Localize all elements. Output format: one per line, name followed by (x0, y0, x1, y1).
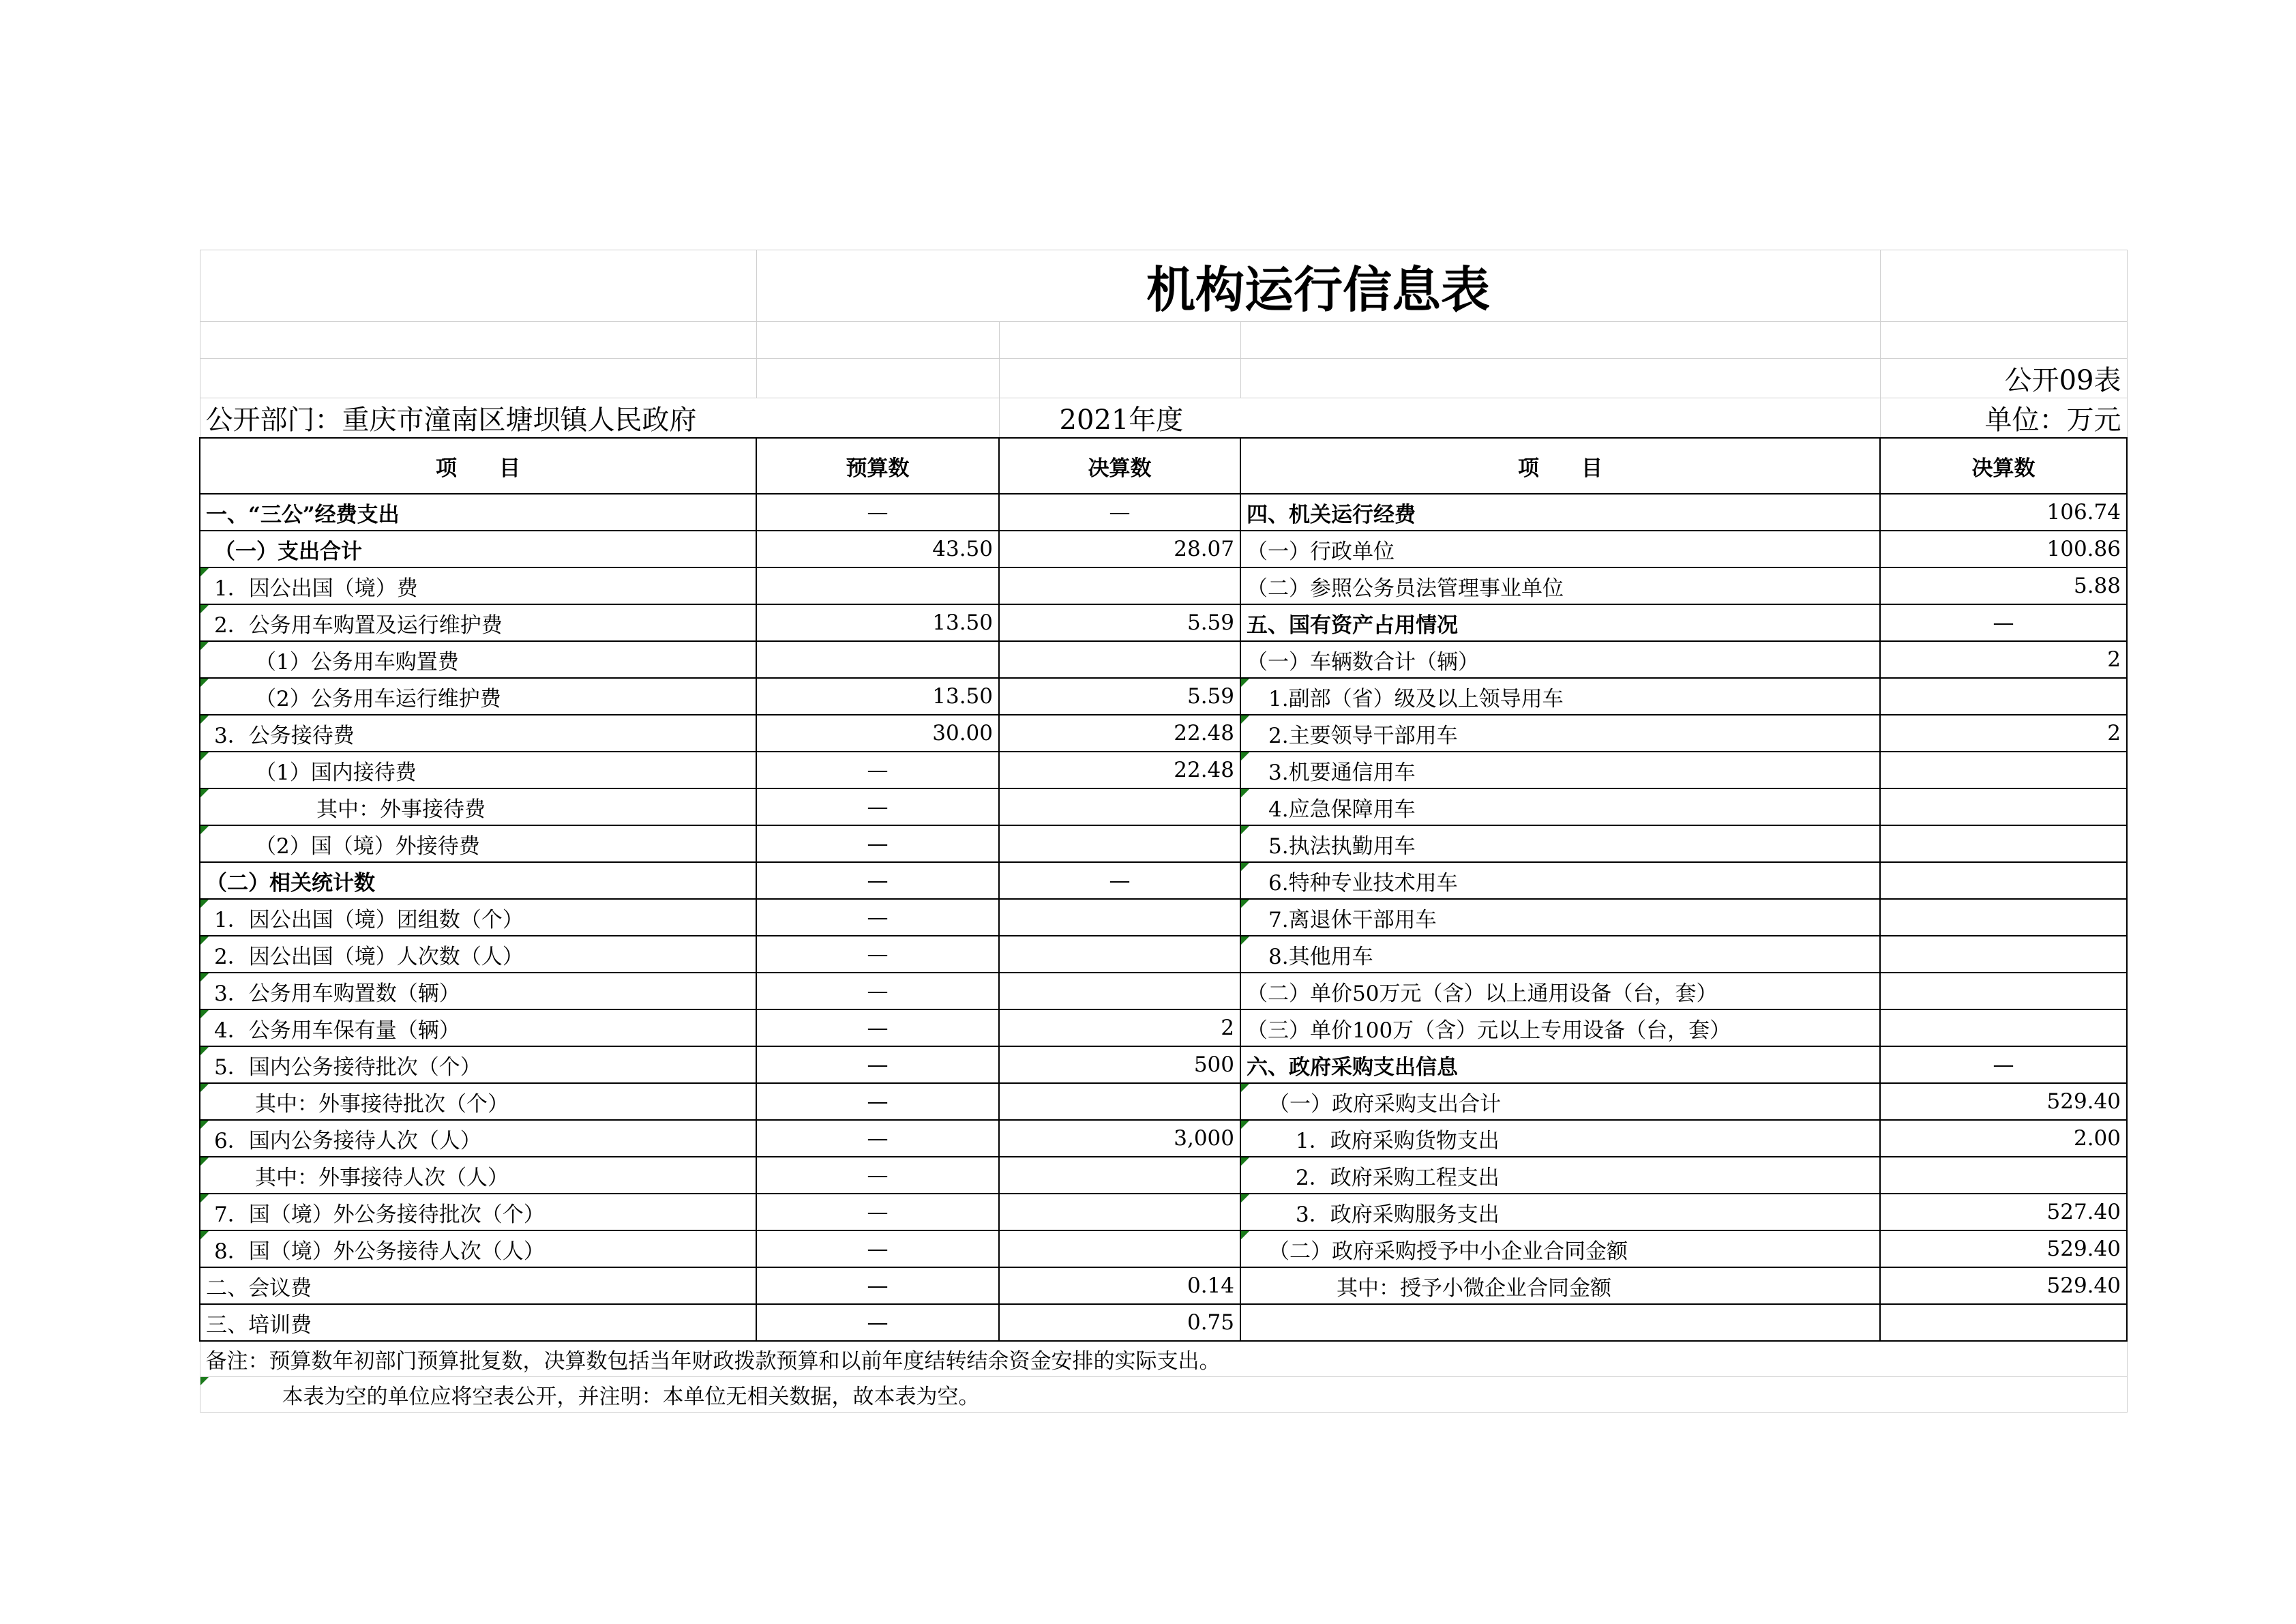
cell-marker-icon (200, 1157, 209, 1166)
footnote-text: 本表为空的单位应将空表公开，并注明：本单位无相关数据，故本表为空。 (282, 1384, 980, 1409)
right-item-cell (1240, 531, 1880, 567)
table-row (200, 973, 2127, 1009)
cell-marker-icon (1241, 1121, 1249, 1129)
right-item-cell (1240, 936, 1880, 973)
budget-cell-text: — (867, 795, 889, 819)
budget-cell-text: — (867, 758, 889, 782)
header-budget: 预算数 (756, 438, 999, 494)
final-cell (999, 936, 1240, 973)
right-final-cell (1880, 641, 2127, 678)
table-row (200, 1267, 2127, 1304)
final-cell-text: — (1109, 500, 1131, 525)
final-cell-text: 22.48 (1174, 721, 1234, 745)
table-row (200, 1157, 2127, 1194)
right-item-cell (1240, 825, 1880, 862)
table-row (200, 604, 2127, 641)
table-row (200, 825, 2127, 862)
footnote-text: 备注：预算数年初部门预算批复数，决算数包括当年财政拨款预算和以前年度结转结余资金安排的实际支出。 (205, 1348, 1221, 1374)
final-cell-text: 28.07 (1174, 537, 1234, 561)
cell-marker-icon (200, 826, 209, 834)
final-cell (999, 1230, 1240, 1267)
cell-marker-icon (200, 789, 209, 797)
left-item-cell (200, 1120, 756, 1157)
cell-marker-icon (200, 752, 209, 761)
left-item-cell-text: （1）公务用车购置费 (255, 649, 459, 675)
table-row (200, 1230, 2127, 1267)
budget-cell (756, 604, 999, 641)
left-item-cell (200, 862, 756, 899)
table-row (200, 788, 2127, 825)
left-item-cell (200, 1230, 756, 1267)
budget-cell (756, 899, 999, 936)
left-item-cell-text: （二）相关统计数 (206, 870, 375, 896)
left-item-cell-text: 三、培训费 (206, 1312, 312, 1338)
right-final-cell (1880, 788, 2127, 825)
cell-marker-icon (200, 642, 209, 650)
cell-marker-icon (200, 1194, 209, 1202)
budget-cell-text: — (867, 1089, 889, 1114)
left-item-cell (200, 641, 756, 678)
final-cell (999, 641, 1240, 678)
table-row (200, 1194, 2127, 1230)
budget-cell-text: — (867, 500, 889, 525)
right-final-cell (1880, 494, 2127, 531)
final-cell-text: 22.48 (1174, 758, 1234, 782)
right-final-cell (1880, 1083, 2127, 1120)
budget-cell-text: — (867, 905, 889, 930)
final-cell (999, 862, 1240, 899)
final-cell-text: 5.59 (1187, 684, 1234, 709)
left-item-cell (200, 1157, 756, 1194)
right-item-cell-text: 四、机关运行经费 (1247, 502, 1416, 527)
right-final-cell-text: 2 (2107, 647, 2121, 672)
right-final-cell (1880, 752, 2127, 788)
right-item-cell-text: 2.主要领导干部用车 (1268, 723, 1458, 748)
budget-cell (756, 936, 999, 973)
header-final-left: 决算数 (999, 438, 1240, 494)
left-item-cell (200, 899, 756, 936)
right-final-cell (1880, 1267, 2127, 1304)
right-item-cell (1240, 1304, 1880, 1341)
budget-cell (756, 862, 999, 899)
left-item-cell-text: 8．国（境）外公务接待人次（人） (214, 1239, 545, 1264)
budget-cell (756, 1120, 999, 1157)
table-row (200, 1083, 2127, 1120)
final-cell (999, 1083, 1240, 1120)
table-row (200, 715, 2127, 752)
right-final-cell (1880, 678, 2127, 715)
cell-marker-icon (200, 900, 209, 908)
cell-marker-icon (200, 1121, 209, 1129)
right-item-cell (1240, 1120, 1880, 1157)
final-cell (999, 1194, 1240, 1230)
left-item-cell-text: 2．因公出国（境）人次数（人） (214, 944, 524, 969)
cell-marker-icon (1241, 900, 1249, 908)
table-number: 公开09表 (1880, 359, 2127, 398)
right-item-cell (1240, 567, 1880, 604)
budget-cell (756, 825, 999, 862)
right-item-cell-text: （二）单价50万元（含）以上通用设备（台，套） (1247, 981, 1718, 1006)
left-item-cell (200, 1046, 756, 1083)
left-item-cell-text: （一）支出合计 (214, 539, 362, 564)
final-cell (999, 604, 1240, 641)
table-row (200, 1304, 2127, 1341)
budget-cell (756, 715, 999, 752)
left-item-cell (200, 715, 756, 752)
left-item-cell-text: 6．国内公务接待人次（人） (214, 1128, 481, 1153)
final-cell (999, 1009, 1240, 1046)
final-cell (999, 678, 1240, 715)
right-final-cell-text: — (1993, 610, 2014, 635)
final-cell (999, 1304, 1240, 1341)
table-row (200, 494, 2127, 531)
table-row (200, 678, 2127, 715)
final-cell-text: 500 (1193, 1052, 1234, 1077)
right-final-cell (1880, 1009, 2127, 1046)
cell-marker-icon (1241, 1084, 1249, 1092)
right-item-cell-text: 8.其他用车 (1268, 944, 1373, 969)
final-cell (999, 1120, 1240, 1157)
left-item-cell (200, 604, 756, 641)
final-cell-text: 5.59 (1187, 610, 1234, 635)
right-final-cell (1880, 1157, 2127, 1194)
right-final-cell (1880, 1304, 2127, 1341)
right-item-cell (1240, 494, 1880, 531)
left-item-cell-text: 其中：外事接待费 (316, 797, 486, 822)
right-item-cell-text: 7.离退休干部用车 (1268, 907, 1437, 932)
right-item-cell-text: （一）车辆数合计（辆） (1247, 649, 1479, 675)
right-final-cell-text: 527.40 (2046, 1200, 2121, 1224)
left-item-cell-text: 二、会议费 (206, 1275, 312, 1301)
right-item-cell-text: 1.副部（省）级及以上领导用车 (1268, 686, 1564, 711)
left-item-cell (200, 1194, 756, 1230)
right-final-cell (1880, 862, 2127, 899)
budget-cell (756, 1267, 999, 1304)
cell-marker-icon (1241, 863, 1249, 871)
table-row (200, 899, 2127, 936)
right-item-cell-text: 3．政府采购服务支出 (1296, 1202, 1500, 1227)
left-item-cell (200, 936, 756, 973)
right-item-cell (1240, 1194, 1880, 1230)
left-item-cell (200, 531, 756, 567)
budget-cell-text: — (867, 1163, 889, 1187)
table-row (200, 567, 2127, 604)
final-cell (999, 567, 1240, 604)
final-cell (999, 752, 1240, 788)
right-final-cell-text: 529.40 (2046, 1089, 2121, 1114)
cell-marker-icon (200, 1047, 209, 1055)
budget-cell (756, 752, 999, 788)
right-item-cell (1240, 678, 1880, 715)
budget-cell-text: 43.50 (932, 537, 993, 561)
right-item-cell (1240, 973, 1880, 1009)
budget-cell (756, 1157, 999, 1194)
right-final-cell (1880, 825, 2127, 862)
budget-cell (756, 567, 999, 604)
right-item-cell (1240, 1083, 1880, 1120)
cell-marker-icon (1241, 936, 1249, 945)
left-item-cell-text: （2）国（境）外接待费 (255, 833, 480, 859)
left-item-cell (200, 1304, 756, 1341)
cell-marker-icon (1241, 789, 1249, 797)
budget-cell (756, 678, 999, 715)
unit-label: 单位：万元 (1880, 398, 2127, 439)
cell-marker-icon (200, 1377, 209, 1385)
right-item-cell-text: （一）政府采购支出合计 (1268, 1091, 1501, 1117)
right-final-cell-text: 2.00 (2073, 1126, 2121, 1151)
left-item-cell (200, 1009, 756, 1046)
right-item-cell-text: 2．政府采购工程支出 (1296, 1165, 1500, 1190)
left-item-cell (200, 567, 756, 604)
right-final-cell (1880, 1194, 2127, 1230)
cell-marker-icon (200, 568, 209, 576)
budget-cell-text: 13.50 (932, 684, 993, 709)
table-row (200, 531, 2127, 567)
right-item-cell (1240, 1046, 1880, 1083)
table-row (200, 1009, 2127, 1046)
left-item-cell-text: 其中：外事接待人次（人） (255, 1165, 509, 1190)
budget-cell-text: — (867, 1273, 889, 1298)
left-item-cell (200, 825, 756, 862)
final-cell-text: 2 (1221, 1016, 1234, 1040)
cell-marker-icon (200, 1010, 209, 1018)
right-final-cell (1880, 1120, 2127, 1157)
left-item-cell (200, 1267, 756, 1304)
right-final-cell-text: — (1993, 1052, 2014, 1077)
left-item-cell-text: 3．公务接待费 (214, 723, 355, 748)
right-final-cell-text: 2 (2107, 721, 2121, 745)
right-final-cell (1880, 531, 2127, 567)
final-cell (999, 788, 1240, 825)
cell-marker-icon (200, 1084, 209, 1092)
right-item-cell (1240, 641, 1880, 678)
table-row (200, 1046, 2127, 1083)
left-item-cell-text: 3．公务用车购置数（辆） (214, 981, 460, 1006)
cell-marker-icon (1241, 1157, 1249, 1166)
cell-marker-icon (200, 605, 209, 613)
right-final-cell (1880, 604, 2127, 641)
right-item-cell-text: （三）单价100万（含）元以上专用设备（台，套） (1247, 1018, 1731, 1043)
footnote-2 (200, 1376, 2127, 1412)
right-final-cell-text: 5.88 (2073, 574, 2121, 598)
final-cell (999, 531, 1240, 567)
right-item-cell-text: （二）参照公务员法管理事业单位 (1247, 576, 1564, 601)
right-final-cell (1880, 567, 2127, 604)
right-item-cell (1240, 1157, 1880, 1194)
header-item-right: 项 目 (1240, 438, 1880, 494)
budget-cell (756, 1046, 999, 1083)
department-label: 公开部门：重庆市潼南区塘坝镇人民政府 (200, 398, 999, 439)
budget-cell (756, 531, 999, 567)
cell-marker-icon (1241, 1231, 1249, 1239)
final-cell-text: 3,000 (1174, 1126, 1234, 1151)
cell-marker-icon (200, 715, 209, 724)
final-cell (999, 973, 1240, 1009)
left-item-cell (200, 788, 756, 825)
right-final-cell-text: 529.40 (2046, 1237, 2121, 1261)
right-item-cell-text: 3.机要通信用车 (1268, 760, 1416, 785)
right-item-cell-text: 5.执法执勤用车 (1268, 833, 1416, 859)
cell-marker-icon (1241, 715, 1249, 724)
cell-marker-icon (200, 1231, 209, 1239)
header-final-right: 决算数 (1880, 438, 2127, 494)
budget-cell-text: — (867, 1200, 889, 1224)
page-title: 机构运行信息表 (756, 250, 1880, 322)
table-row (200, 1120, 2127, 1157)
left-item-cell-text: 4．公务用车保有量（辆） (214, 1018, 460, 1043)
budget-cell-text: — (867, 1310, 889, 1335)
budget-cell (756, 1009, 999, 1046)
budget-cell (756, 973, 999, 1009)
table-row (200, 641, 2127, 678)
footnote-1 (200, 1341, 2127, 1376)
budget-cell (756, 494, 999, 531)
budget-cell (756, 1194, 999, 1230)
left-item-cell-text: 1．因公出国（境）费 (214, 576, 418, 601)
left-item-cell (200, 494, 756, 531)
budget-cell-text: 13.50 (932, 610, 993, 635)
right-item-cell-text: （二）政府采购授予中小企业合同金额 (1268, 1239, 1628, 1264)
budget-cell-text: — (867, 1016, 889, 1040)
budget-cell-text: — (867, 1126, 889, 1151)
cell-marker-icon (200, 973, 209, 981)
left-item-cell-text: 一、“三公”经费支出 (206, 502, 400, 527)
left-item-cell-text: （1）国内接待费 (255, 760, 417, 785)
right-item-cell (1240, 1267, 1880, 1304)
budget-cell (756, 1230, 999, 1267)
budget-cell-text: — (867, 1052, 889, 1077)
right-item-cell-text: 五、国有资产占用情况 (1247, 612, 1458, 638)
info-table (199, 250, 2128, 1413)
report-sheet (199, 250, 2126, 1413)
final-cell (999, 1046, 1240, 1083)
left-item-cell (200, 1083, 756, 1120)
final-cell (999, 1267, 1240, 1304)
cell-marker-icon (1241, 826, 1249, 834)
right-item-cell-text: 六、政府采购支出信息 (1247, 1054, 1458, 1080)
table-row (200, 936, 2127, 973)
right-item-cell (1240, 899, 1880, 936)
left-item-cell-text: 其中：外事接待批次（个） (255, 1091, 509, 1117)
cell-marker-icon (200, 936, 209, 945)
final-cell-text: 0.14 (1187, 1273, 1234, 1298)
right-final-cell (1880, 1230, 2127, 1267)
right-final-cell-text: 106.74 (2046, 500, 2121, 525)
budget-cell (756, 1304, 999, 1341)
final-cell (999, 715, 1240, 752)
right-item-cell-text: 其中：授予小微企业合同金额 (1337, 1275, 1611, 1301)
right-final-cell-text: 100.86 (2046, 537, 2121, 561)
left-item-cell-text: 7．国（境）外公务接待批次（个） (214, 1202, 545, 1227)
budget-cell (756, 788, 999, 825)
left-item-cell (200, 752, 756, 788)
left-item-cell (200, 973, 756, 1009)
budget-cell-text: — (867, 942, 889, 966)
table-row (200, 752, 2127, 788)
budget-cell-text: — (867, 1237, 889, 1261)
left-item-cell (200, 678, 756, 715)
header-item-left: 项 目 (200, 438, 756, 494)
left-item-cell-text: 5．国内公务接待批次（个） (214, 1054, 481, 1080)
right-item-cell (1240, 862, 1880, 899)
right-item-cell (1240, 752, 1880, 788)
right-item-cell (1240, 715, 1880, 752)
left-item-cell-text: （2）公务用车运行维护费 (255, 686, 501, 711)
budget-cell-text: — (867, 831, 889, 856)
right-item-cell (1240, 1009, 1880, 1046)
budget-cell-text: — (867, 979, 889, 1003)
budget-cell (756, 1083, 999, 1120)
right-item-cell (1240, 788, 1880, 825)
fiscal-year: 2021年度 (999, 398, 1880, 439)
final-cell-text: — (1109, 868, 1131, 893)
right-item-cell-text: 4.应急保障用车 (1268, 797, 1416, 822)
table-row (200, 862, 2127, 899)
final-cell (999, 899, 1240, 936)
right-final-cell (1880, 1046, 2127, 1083)
final-cell (999, 1157, 1240, 1194)
final-cell (999, 825, 1240, 862)
budget-cell-text: 30.00 (932, 721, 993, 745)
right-item-cell-text: （一）行政单位 (1247, 539, 1395, 564)
final-cell-text: 0.75 (1187, 1310, 1234, 1335)
right-final-cell (1880, 715, 2127, 752)
cell-marker-icon (200, 679, 209, 687)
right-final-cell-text: 529.40 (2046, 1273, 2121, 1298)
cell-marker-icon (1241, 679, 1249, 687)
budget-cell (756, 641, 999, 678)
left-item-cell-text: 1．因公出国（境）团组数（个） (214, 907, 524, 932)
final-cell (999, 494, 1240, 531)
right-final-cell (1880, 899, 2127, 936)
right-item-cell (1240, 1230, 1880, 1267)
right-final-cell (1880, 936, 2127, 973)
cell-marker-icon (1241, 752, 1249, 761)
right-item-cell-text: 1．政府采购货物支出 (1296, 1128, 1500, 1153)
budget-cell-text: — (867, 868, 889, 893)
left-item-cell-text: 2．公务用车购置及运行维护费 (214, 612, 503, 638)
right-final-cell (1880, 973, 2127, 1009)
right-item-cell (1240, 604, 1880, 641)
right-item-cell-text: 6.特种专业技术用车 (1268, 870, 1458, 896)
header-row (200, 438, 2127, 494)
cell-marker-icon (1241, 1194, 1249, 1202)
